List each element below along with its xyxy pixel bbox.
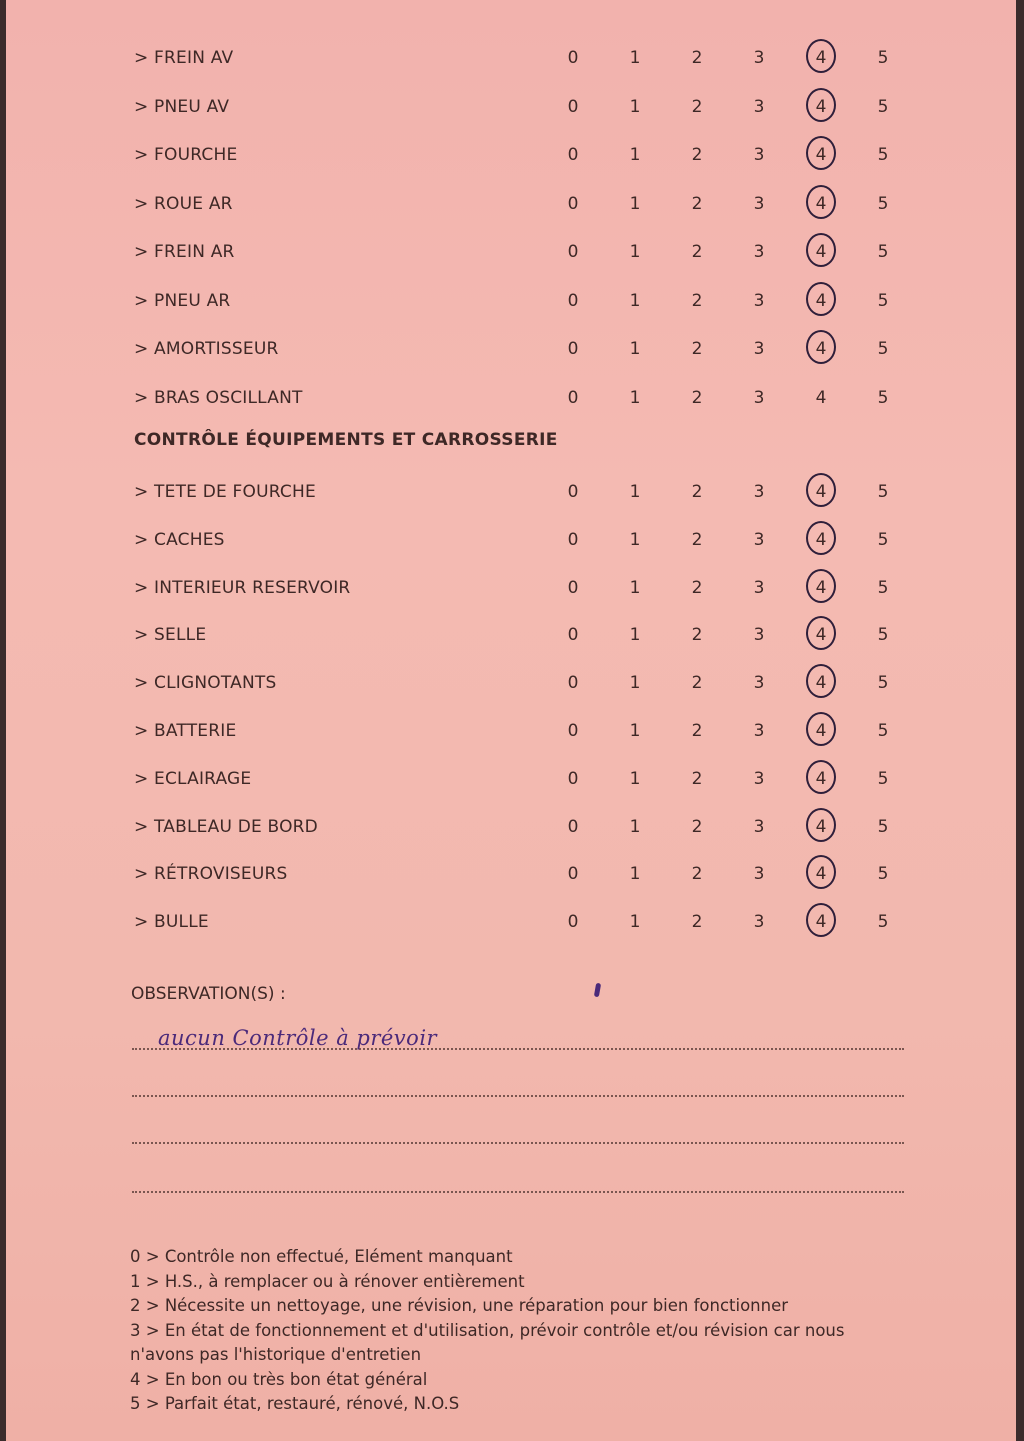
- score-option[interactable]: 3: [753, 625, 765, 646]
- checklist-row: [6, 525, 1016, 555]
- score-option[interactable]: 3: [753, 290, 765, 311]
- score-option[interactable]: 1: [629, 387, 641, 408]
- checklist-row: [6, 286, 1016, 316]
- observation-handwritten-text: aucun Contrôle à prévoir: [158, 1026, 438, 1050]
- score-circled[interactable]: 4: [806, 330, 836, 364]
- score-option[interactable]: 1: [629, 912, 641, 933]
- score-option[interactable]: 1: [629, 768, 641, 789]
- score-option[interactable]: 5: [877, 482, 889, 502]
- checklist-row: [6, 140, 1016, 170]
- checklist-row: [6, 764, 1016, 794]
- score-option[interactable]: 5: [877, 768, 889, 789]
- score-option[interactable]: 0: [567, 193, 579, 214]
- score-option[interactable]: 3: [753, 864, 765, 885]
- score-option[interactable]: 5: [877, 864, 889, 885]
- score-option[interactable]: 3: [753, 721, 765, 741]
- score-option[interactable]: 0: [567, 482, 579, 502]
- score-option[interactable]: 1: [629, 721, 641, 741]
- checklist-row: [6, 189, 1016, 219]
- score-option[interactable]: 5: [877, 48, 889, 68]
- score-option[interactable]: 0: [567, 529, 579, 550]
- legend-line: 0 > Contrôle non effectué, Elément manquant: [130, 1247, 513, 1266]
- score-circled[interactable]: 4: [806, 808, 836, 842]
- score-option[interactable]: 1: [629, 625, 641, 646]
- legend-line: 5 > Parfait état, restauré, rénové, N.O.S: [130, 1394, 460, 1413]
- checklist-item-label: > FOURCHE: [134, 145, 238, 165]
- score-option[interactable]: 0: [567, 339, 579, 359]
- score-option[interactable]: 2: [691, 387, 703, 408]
- score-circled[interactable]: 4: [806, 473, 836, 507]
- score-option[interactable]: 1: [629, 482, 641, 502]
- score-option[interactable]: 3: [753, 242, 765, 262]
- checklist-item-label: > ECLAIRAGE: [134, 768, 252, 789]
- score-option[interactable]: 3: [753, 48, 765, 68]
- score-option[interactable]: 1: [629, 290, 641, 311]
- score-option[interactable]: 2: [691, 193, 703, 214]
- score-option[interactable]: 2: [691, 864, 703, 885]
- score-option[interactable]: 2: [691, 625, 703, 646]
- checklist-row: [6, 92, 1016, 122]
- inspection-sheet: [6, 0, 1016, 1441]
- score-option[interactable]: 3: [753, 577, 765, 598]
- checklist-row: [6, 43, 1016, 73]
- score-option[interactable]: 0: [567, 577, 579, 598]
- score-option[interactable]: 0: [567, 625, 579, 646]
- score-option[interactable]: 3: [753, 673, 765, 694]
- checklist-item-label: > FREIN AV: [134, 48, 234, 68]
- score-circled[interactable]: 4: [806, 233, 836, 267]
- score-option[interactable]: 3: [753, 529, 765, 550]
- score-option[interactable]: 0: [567, 912, 579, 933]
- score-option[interactable]: 2: [691, 145, 703, 165]
- score-option[interactable]: 5: [877, 339, 889, 359]
- legend-line: 2 > Nécessite un nettoyage, une révision, une réparation pour bien fonctionner: [130, 1296, 789, 1315]
- checklist-row: [6, 237, 1016, 267]
- score-option[interactable]: 3: [753, 193, 765, 214]
- score-circled[interactable]: 4: [806, 88, 836, 122]
- score-option[interactable]: 2: [691, 339, 703, 359]
- score-circled[interactable]: 4: [806, 39, 836, 73]
- score-option[interactable]: 1: [629, 242, 641, 262]
- score-option[interactable]: 1: [629, 48, 641, 68]
- checklist-row: [6, 477, 1016, 507]
- checklist-item-label: > BULLE: [134, 912, 209, 933]
- score-option[interactable]: 2: [691, 482, 703, 502]
- score-option[interactable]: 0: [567, 48, 579, 68]
- score-option[interactable]: 5: [877, 912, 889, 933]
- score-option[interactable]: 3: [753, 816, 765, 837]
- score-option[interactable]: 3: [753, 912, 765, 933]
- score-option[interactable]: 1: [629, 96, 641, 117]
- score-option[interactable]: 5: [877, 193, 889, 214]
- score-option[interactable]: 0: [567, 673, 579, 694]
- score-option[interactable]: 2: [691, 577, 703, 598]
- checklist-row: [6, 334, 1016, 364]
- score-option[interactable]: 2: [691, 48, 703, 68]
- legend-line: n'avons pas l'historique d'entretien: [130, 1345, 422, 1364]
- checklist-item-label: > BATTERIE: [134, 721, 237, 741]
- score-option[interactable]: 2: [691, 96, 703, 117]
- score-option[interactable]: 0: [567, 96, 579, 117]
- score-circled[interactable]: 4: [806, 712, 836, 746]
- checklist-item-label: > CLIGNOTANTS: [134, 673, 277, 694]
- checklist-item-label: > PNEU AV: [134, 96, 230, 117]
- score-option[interactable]: 1: [629, 673, 641, 694]
- score-option[interactable]: 2: [691, 816, 703, 837]
- legend-line: 3 > En état de fonctionnement et d'utilisation, prévoir contrôle et/ou révision car nous: [130, 1320, 845, 1340]
- score-option[interactable]: 3: [753, 387, 765, 408]
- score-option[interactable]: 3: [753, 145, 765, 165]
- score-option[interactable]: 5: [877, 242, 889, 262]
- score-option[interactable]: 5: [877, 387, 889, 408]
- checklist-row: [6, 812, 1016, 842]
- score-option[interactable]: 2: [691, 290, 703, 311]
- legend-line: 1 > H.S., à remplacer ou à rénover entièrement: [130, 1271, 525, 1291]
- score-option[interactable]: 3: [753, 339, 765, 359]
- score-option[interactable]: 5: [877, 96, 889, 117]
- score-circled[interactable]: 4: [806, 855, 836, 889]
- checklist-row: [6, 668, 1016, 698]
- score-option[interactable]: 4: [815, 387, 827, 408]
- score-circled[interactable]: 4: [806, 616, 836, 650]
- observation-line: [132, 1191, 904, 1193]
- score-option[interactable]: 1: [629, 577, 641, 598]
- score-option[interactable]: 0: [567, 290, 579, 311]
- checklist-item-label: > TABLEAU DE BORD: [134, 816, 318, 837]
- checklist-row: [6, 716, 1016, 746]
- score-option[interactable]: 5: [877, 145, 889, 165]
- score-option[interactable]: 5: [877, 673, 889, 694]
- checklist-item-label: > CACHES: [134, 529, 225, 550]
- score-option[interactable]: 0: [567, 145, 579, 165]
- score-option[interactable]: 3: [753, 768, 765, 789]
- score-option[interactable]: 2: [691, 242, 703, 262]
- score-circled[interactable]: 4: [806, 282, 836, 316]
- score-option[interactable]: 5: [877, 577, 889, 598]
- observations-label: OBSERVATION(S) :: [131, 984, 286, 1004]
- score-option[interactable]: 1: [629, 193, 641, 214]
- score-option[interactable]: 1: [629, 339, 641, 359]
- score-circled[interactable]: 4: [806, 903, 836, 937]
- score-option[interactable]: 2: [691, 673, 703, 694]
- checklist-item-label: > INTERIEUR RESERVOIR: [134, 577, 351, 598]
- score-option[interactable]: 2: [691, 721, 703, 741]
- observation-line: [132, 1142, 904, 1144]
- checklist-row: [6, 859, 1016, 889]
- score-option[interactable]: 1: [629, 864, 641, 885]
- checklist-item-label: > AMORTISSEUR: [134, 339, 279, 359]
- rating-legend: [130, 1245, 910, 1417]
- checklist-item-label: > BRAS OSCILLANT: [134, 387, 303, 408]
- score-option[interactable]: 1: [629, 145, 641, 165]
- score-option[interactable]: 5: [877, 816, 889, 837]
- checklist-row: [6, 383, 1016, 413]
- score-option[interactable]: 2: [691, 768, 703, 789]
- checklist-row: [6, 573, 1016, 603]
- score-option[interactable]: 1: [629, 816, 641, 837]
- ink-mark: [594, 983, 601, 998]
- score-circled[interactable]: 4: [806, 664, 836, 698]
- score-option[interactable]: 0: [567, 768, 579, 789]
- checklist-item-label: > RÉTROVISEURS: [134, 864, 288, 885]
- checklist-item-label: > PNEU AR: [134, 290, 231, 311]
- score-circled[interactable]: 4: [806, 136, 836, 170]
- score-option[interactable]: 0: [567, 721, 579, 741]
- observation-line: [132, 1095, 904, 1097]
- section-title-equipements: CONTRÔLE ÉQUIPEMENTS ET CARROSSERIE: [134, 430, 558, 450]
- score-circled[interactable]: 4: [806, 760, 836, 794]
- checklist-item-label: > FREIN AR: [134, 242, 235, 262]
- score-option[interactable]: 5: [877, 529, 889, 550]
- checklist-row: [6, 907, 1016, 937]
- checklist-item-label: > ROUE AR: [134, 193, 233, 214]
- score-option[interactable]: 5: [877, 625, 889, 646]
- score-option[interactable]: 1: [629, 529, 641, 550]
- score-circled[interactable]: 4: [806, 521, 836, 555]
- score-option[interactable]: 0: [567, 816, 579, 837]
- checklist-row: [6, 620, 1016, 650]
- score-option[interactable]: 0: [567, 242, 579, 262]
- score-option[interactable]: 2: [691, 529, 703, 550]
- score-option[interactable]: 2: [691, 912, 703, 933]
- score-option[interactable]: 5: [877, 721, 889, 741]
- score-option[interactable]: 5: [877, 290, 889, 311]
- checklist-item-label: > SELLE: [134, 625, 207, 646]
- score-option[interactable]: 3: [753, 482, 765, 502]
- score-option[interactable]: 0: [567, 387, 579, 408]
- checklist-item-label: > TETE DE FOURCHE: [134, 482, 316, 502]
- score-option[interactable]: 0: [567, 864, 579, 885]
- score-circled[interactable]: 4: [806, 569, 836, 603]
- legend-line: 4 > En bon ou très bon état général: [130, 1369, 428, 1389]
- score-circled[interactable]: 4: [806, 185, 836, 219]
- score-option[interactable]: 3: [753, 96, 765, 117]
